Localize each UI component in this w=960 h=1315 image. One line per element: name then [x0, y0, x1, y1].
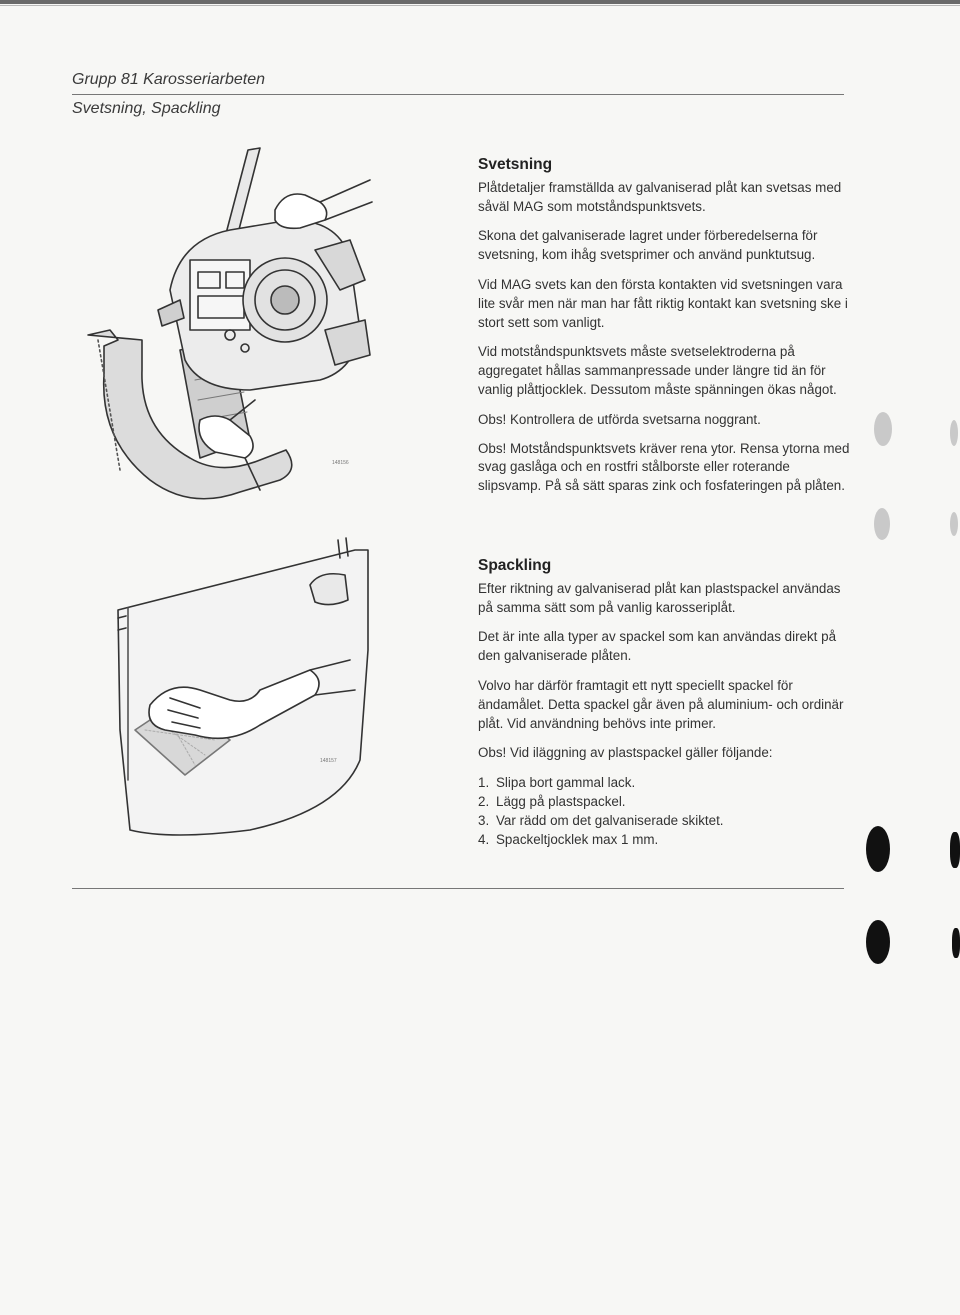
- binder-hole-shadow: [874, 412, 892, 446]
- figure-code-1: 148156: [332, 460, 349, 466]
- binder-hole-shadow: [874, 508, 890, 540]
- section-svetsning: [478, 156, 850, 507]
- door-panel-illustration: [110, 530, 410, 850]
- note-paragraph: Obs! Kontrollera de utförda svetsarna noggrant.: [478, 411, 761, 427]
- list-item-text: Lägg på plastspackel.: [496, 793, 626, 809]
- section-title-spackling: Spackling: [478, 557, 552, 574]
- section-spackling: [478, 557, 850, 849]
- paragraph: Vid MAG svets kan den första kontakten vid svetsningen vara lite svår men när man har fått riktig kontakt kan svetsning ske i stort sett som vanligt.: [478, 276, 848, 330]
- figure-code-2: 148157: [320, 758, 337, 764]
- header-rule: [72, 94, 844, 95]
- list-item-text: Slipa bort gammal lack.: [496, 775, 636, 791]
- spot-welding-illustration: [80, 140, 380, 520]
- binder-hole-edge: [950, 832, 960, 868]
- list-item-number: 4.: [478, 831, 490, 847]
- binder-hole-edge: [952, 928, 960, 958]
- list-item-number: 2.: [478, 793, 490, 809]
- paragraph: Vid motståndspunktsvets måste svetselektroderna på aggregatet hållas sammanpressade under längre tid än för vanlig plåttjocklek. Dessutom måste spänningen ökas något.: [478, 344, 837, 397]
- section-title-svetsning: Svetsning: [478, 156, 553, 173]
- note-paragraph: Obs! Motståndspunktsvets kräver rena ytor. Rensa ytorna med svag gaslåga och en rostfri stålborste eller roterande slipsvamp. På så sätt sparas zink och fosfateringen på plåten.: [478, 440, 850, 494]
- subject-title: Svetsning, Spackling: [72, 100, 221, 117]
- note-paragraph: Obs! Vid iläggning av plastspackel gäller följande:: [478, 745, 773, 761]
- footer-rule: [72, 888, 844, 889]
- binder-hole: [866, 826, 890, 872]
- list-item: [478, 831, 850, 850]
- list-item: [478, 812, 850, 831]
- list-item-number: 1.: [478, 775, 490, 791]
- list-item-text: Spackeltjocklek max 1 mm.: [496, 831, 659, 847]
- paragraph: Volvo har därför framtagit ett nytt speciellt spackel för ändamålet. Detta spackel går även på aluminium- och ordinär plåt. Vid användning behövs inte primer.: [478, 677, 844, 731]
- list-item: [478, 793, 850, 812]
- binder-hole: [866, 920, 890, 964]
- scan-top-edge: [0, 0, 960, 4]
- paragraph: Skona det galvaniserade lagret under förberedelserna för svetsning, kom ihåg svetsprimer och använd punktutsug.: [478, 228, 818, 263]
- group-title: Grupp 81 Karosseriarbeten: [72, 71, 265, 88]
- steps-list: [478, 774, 850, 849]
- paragraph: Efter riktning av galvaniserad plåt kan plastspackel användas på samma sätt som på vanlig karosseriplåt.: [478, 580, 841, 615]
- binder-hole-edge: [950, 420, 958, 446]
- scan-top-edge-shadow: [0, 5, 960, 6]
- paragraph: Plåtdetaljer framställda av galvaniserad plåt kan svetsas med såväl MAG som motståndspunktsvets.: [478, 179, 842, 214]
- paragraph: Det är inte alla typer av spackel som kan användas direkt på den galvaniserade plåten.: [478, 629, 837, 664]
- binder-hole-edge: [950, 512, 958, 536]
- list-item-number: 3.: [478, 812, 490, 828]
- list-item: [478, 774, 850, 793]
- list-item-text: Var rädd om det galvaniserade skiktet.: [496, 812, 724, 828]
